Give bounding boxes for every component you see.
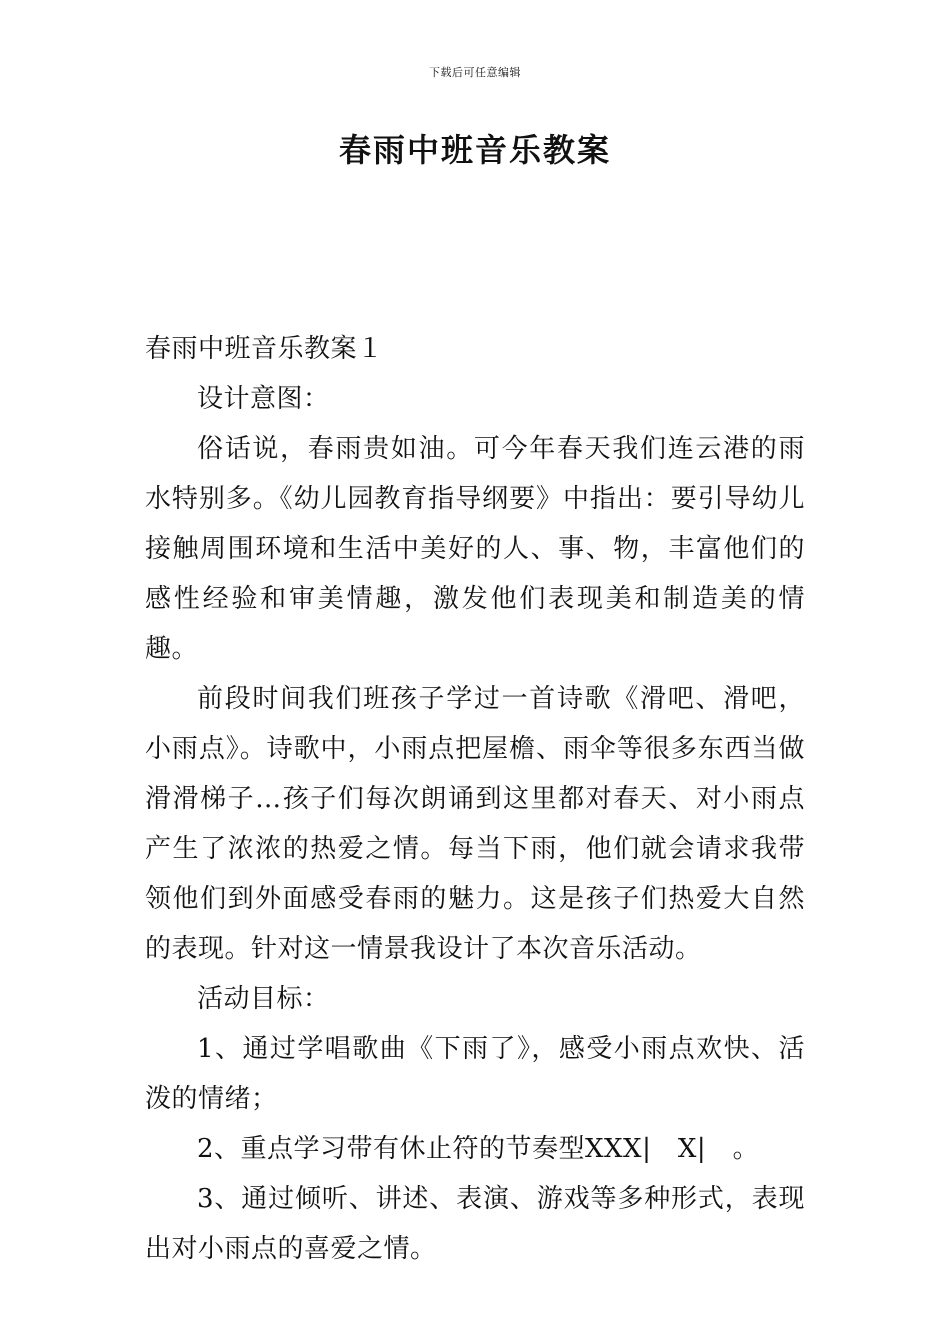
activity-goals-label: 活动目标： [197,984,330,1014]
goal-item-1: 1、通过学唱歌曲《下雨了》，感受小雨点欢快、活泼的情绪； [145,1034,805,1114]
document-body [145,324,805,1274]
paragraph-background: 前段时间我们班孩子学过一首诗歌《滑吧、滑吧，小雨点》。诗歌中，小雨点把屋檐、雨伞等很多东西当做滑滑梯子…孩子们每次朗诵到这里都对春天、对小雨点产生了浓浓的热爱之情。每当下雨，他们就会请求我带领他们到外面感受春雨的魅力。这是孩子们热爱大自然的表现。针对这一情景我设计了本次音乐活动。 [145,684,805,964]
design-intent-label: 设计意图： [197,384,330,414]
document-title: 春雨中班音乐教案 [338,131,611,169]
section-heading: 春雨中班音乐教案１ [145,334,384,364]
page-header-note: 下载后可任意编辑 [429,66,521,79]
goal-item-3: 3、通过倾听、讲述、表演、游戏等多种形式，表现出对小雨点的喜爱之情。 [145,1184,805,1264]
goal-item-2: 2、重点学习带有休止符的节奏型XXX| X| 。 [197,1134,760,1164]
paragraph-intro: 俗话说，春雨贵如油。可今年春天我们连云港的雨水特别多。《幼儿园教育指导纲要》中指出：要引导幼儿接触周围环境和生活中美好的人、事、物，丰富他们的感性经验和审美情趣，激发他们表现美和制造美的情趣。 [145,434,805,664]
